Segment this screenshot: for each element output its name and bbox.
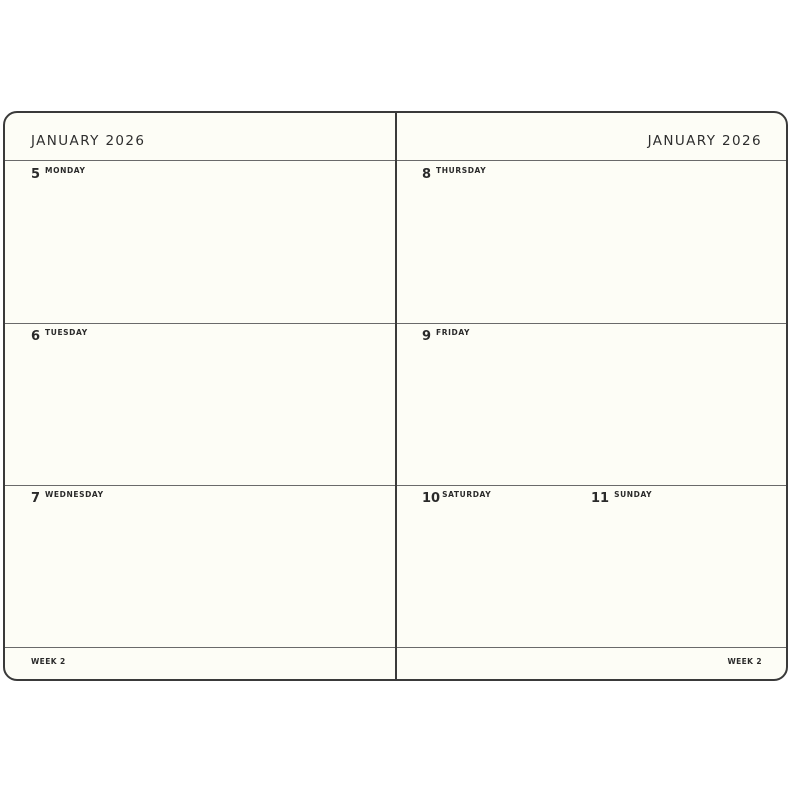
- day-name: SATURDAY: [442, 490, 492, 499]
- day-divider: [5, 323, 396, 324]
- day-number: 9: [422, 329, 432, 344]
- left-month-title: JANUARY 2026: [31, 133, 146, 149]
- day-name: SUNDAY: [614, 490, 653, 499]
- weekly-planner-spread: [3, 111, 788, 681]
- footer-divider: [5, 647, 396, 648]
- day-name: WEDNESDAY: [45, 490, 104, 499]
- day-number: 11: [591, 491, 610, 506]
- footer-divider: [397, 647, 786, 648]
- day-slot-wednesday[interactable]: [31, 491, 104, 506]
- right-week-label: WEEK 2: [727, 657, 762, 666]
- day-divider: [397, 485, 786, 486]
- right-month-title: JANUARY 2026: [647, 133, 762, 149]
- day-name: TUESDAY: [45, 328, 88, 337]
- header-divider: [397, 160, 786, 161]
- day-number: 7: [31, 491, 41, 506]
- day-name: THURSDAY: [436, 166, 487, 175]
- day-slot-thursday[interactable]: [422, 167, 486, 182]
- day-number: 10: [422, 491, 441, 506]
- day-slot-monday[interactable]: [31, 167, 86, 182]
- header-divider: [5, 160, 396, 161]
- day-number: 5: [31, 167, 41, 182]
- day-number: 8: [422, 167, 432, 182]
- day-slot-sunday[interactable]: [591, 491, 652, 506]
- day-number: 6: [31, 329, 41, 344]
- day-divider: [5, 485, 396, 486]
- day-divider: [397, 323, 786, 324]
- day-name: FRIDAY: [436, 328, 471, 337]
- day-slot-friday[interactable]: [422, 329, 470, 344]
- right-page: [397, 113, 786, 679]
- day-slot-saturday[interactable]: [422, 491, 491, 506]
- left-week-label: WEEK 2: [31, 657, 66, 666]
- left-page: [5, 113, 396, 679]
- day-slot-tuesday[interactable]: [31, 329, 88, 344]
- day-name: MONDAY: [45, 166, 86, 175]
